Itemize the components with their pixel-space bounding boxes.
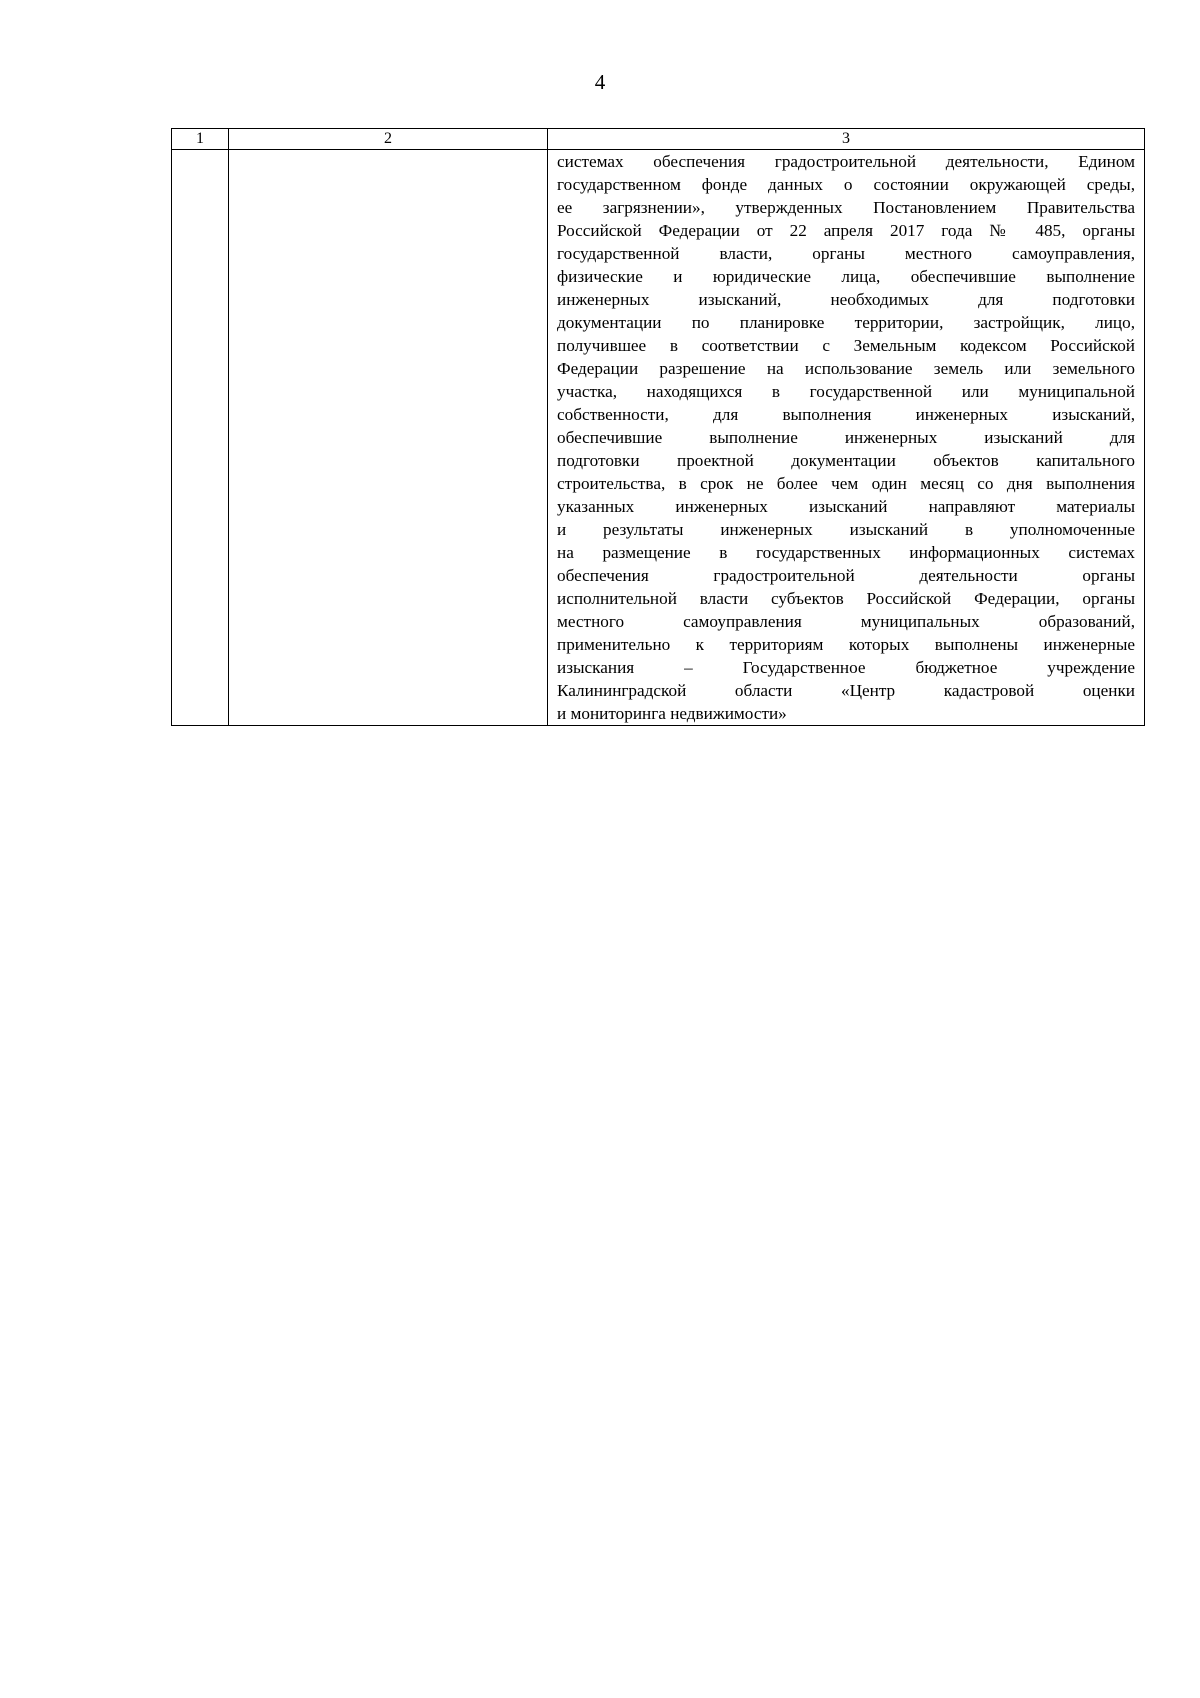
text-line: физические и юридические лица, обеспечившие выполнение	[557, 267, 1135, 286]
text-line: подготовки проектной документации объектов капитального	[557, 451, 1135, 470]
column-header-2: 2	[229, 129, 548, 150]
text-line: исполнительной власти субъектов Российской Федерации, органы	[557, 589, 1135, 608]
page-number: 4	[594, 70, 606, 94]
text-line: строительства, в срок не более чем один месяц со дня выполнения	[557, 474, 1135, 493]
text-line: участка, находящихся в государственной или муниципальной	[557, 382, 1135, 401]
table-header-row	[172, 129, 1145, 150]
text-line: указанных инженерных изысканий направляют материалы	[557, 497, 1135, 516]
text-line: инженерных изысканий, необходимых для подготовки	[557, 290, 1135, 309]
cell-col3-text	[548, 150, 1145, 726]
text-line: местного самоуправления муниципальных образований,	[557, 612, 1135, 631]
text-line: государственной власти, органы местного самоуправления,	[557, 244, 1135, 263]
text-line: на размещение в государственных информационных системах	[557, 543, 1135, 562]
table-row	[172, 150, 1145, 726]
text-line: и мониторинга недвижимости»	[557, 704, 787, 723]
text-line: Федерации разрешение на использование земель или земельного	[557, 359, 1135, 378]
text-line: Калининградской области «Центр кадастровой оценки	[557, 681, 1135, 700]
text-line: собственности, для выполнения инженерных изысканий,	[557, 405, 1135, 424]
text-line: обеспечившие выполнение инженерных изысканий для	[557, 428, 1135, 447]
text-line: получившее в соответствии с Земельным кодексом Российской	[557, 336, 1135, 355]
text-line: и результаты инженерных изысканий в уполномоченные	[557, 520, 1135, 539]
text-line: системах обеспечения градостроительной деятельности, Едином	[557, 152, 1135, 171]
column-header-3: 3	[548, 129, 1145, 150]
cell-col1	[172, 150, 229, 726]
text-line: документации по планировке территории, застройщик, лицо,	[557, 313, 1135, 332]
text-line: обеспечения градостроительной деятельности органы	[557, 566, 1135, 585]
column-header-1: 1	[172, 129, 229, 150]
document-table	[171, 128, 1145, 726]
text-line: Российской Федерации от 22 апреля 2017 года № 485, органы	[557, 221, 1135, 240]
text-line: применительно к территориям которых выполнены инженерные	[557, 635, 1135, 654]
text-line: ее загрязнении», утвержденных Постановлением Правительства	[557, 198, 1135, 217]
text-line: изыскания – Государственное бюджетное учреждение	[557, 658, 1135, 677]
text-line: государственном фонде данных о состоянии окружающей среды,	[557, 175, 1135, 194]
cell-col2	[229, 150, 548, 726]
